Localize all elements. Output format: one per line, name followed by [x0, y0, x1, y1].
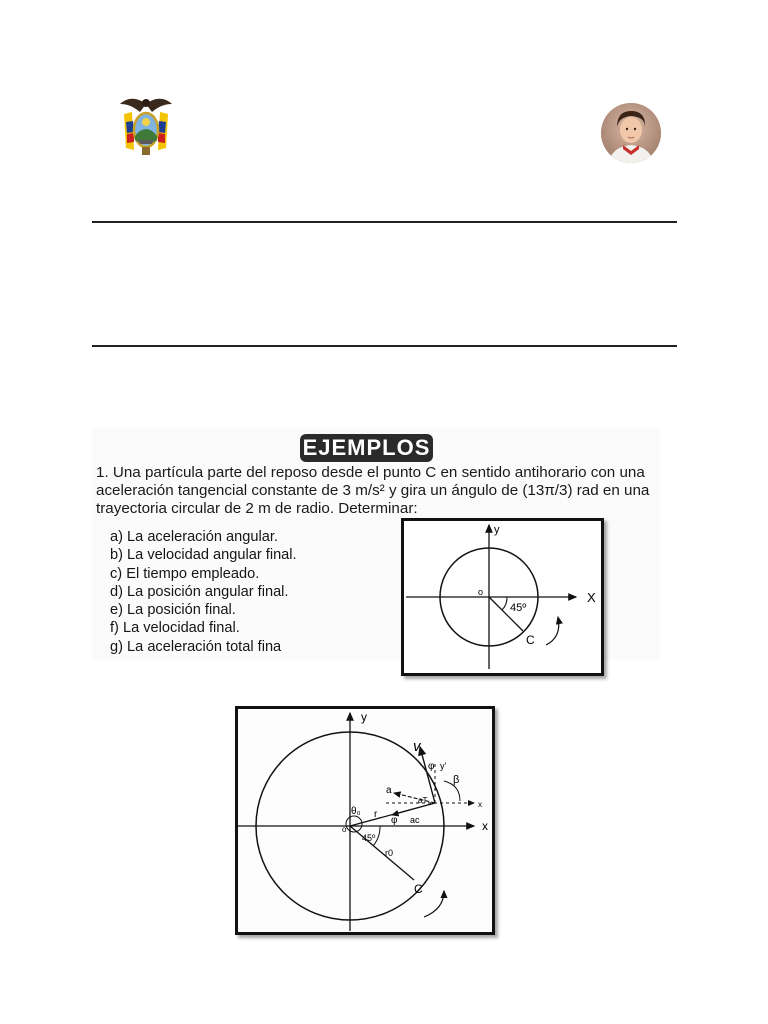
x-axis-label: x [482, 819, 488, 833]
question-list [110, 528, 297, 656]
header-divider-bottom [92, 345, 677, 347]
point-c-label: C [526, 633, 535, 647]
question-item: d) La posición angular final. [110, 583, 289, 600]
circle-diagram-small [401, 518, 604, 676]
r-vector-label: r [374, 809, 378, 820]
problem-line: aceleración tangencial constante de 3 m/s² y gira un ángulo de (13π/3) rad en una [96, 482, 650, 499]
acceleration-centripetal [392, 803, 435, 815]
ecuador-coat-of-arms-icon [118, 92, 174, 158]
question-item: c) El tiempo empleado. [110, 565, 260, 582]
acceleration-total [394, 793, 435, 803]
radius-r0 [350, 826, 414, 880]
ejemplos-badge: EJEMPLOS [300, 434, 433, 462]
acceleration-label: a [386, 785, 392, 796]
r0-vector-label: r0 [385, 848, 394, 858]
centripetal-acceleration-label: ac [410, 815, 420, 825]
question-item: a) La aceleración angular. [110, 529, 278, 545]
y-axis-label: y [361, 710, 367, 724]
local-x-label: x [478, 800, 482, 809]
origin-label: o [478, 587, 484, 597]
angle-arc [502, 597, 507, 610]
y-axis-label: y [494, 524, 500, 536]
phi-label: φ [391, 815, 398, 826]
angle-label: 45º [362, 833, 376, 843]
question-item: g) La aceleración total fina [110, 638, 282, 655]
question-item: e) La posición final. [110, 602, 236, 619]
theta0-label: θ₀ [351, 806, 361, 817]
x-axis-label: X [587, 590, 596, 605]
tangential-acceleration-label: aT [418, 796, 428, 805]
velocity-label: v [413, 738, 421, 755]
student-portrait-avatar [601, 103, 661, 163]
question-item: f) La velocidad final. [110, 620, 240, 637]
question-item: b) La velocidad angular final. [110, 547, 297, 564]
rotation-arrow [424, 891, 444, 917]
angle-label: 45º [510, 602, 527, 614]
header-divider-top [92, 221, 677, 223]
problem-statement [96, 464, 658, 518]
beta-label: β [453, 774, 460, 786]
origin-label: o [342, 825, 347, 834]
point-c-label: C [414, 882, 423, 896]
problem-line: 1. Una partícula parte del reposo desde el punto C en sentido antihorario con una [96, 464, 645, 481]
velocity-vector [420, 747, 435, 803]
y-prime-label: y' [440, 761, 447, 771]
phi-top-label: φ [428, 761, 435, 772]
rotation-arrow [546, 617, 559, 645]
problem-line: trayectoria circular de 2 m de radio. Determinar: [96, 500, 418, 517]
circle-diagram-detailed [235, 706, 495, 935]
